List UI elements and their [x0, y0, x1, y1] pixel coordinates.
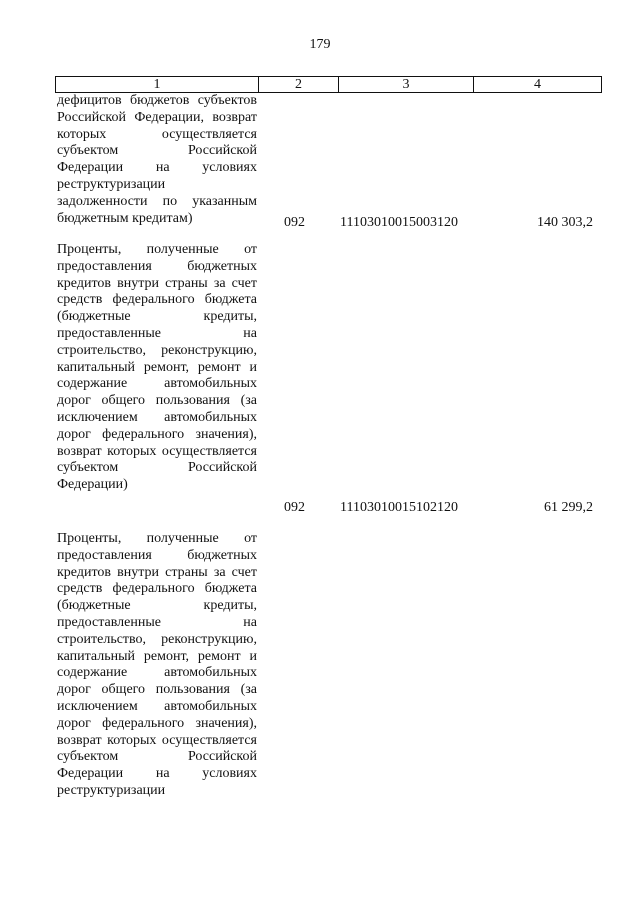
header-col-3: 3 — [339, 77, 474, 93]
header-col-4: 4 — [474, 77, 602, 93]
row-amount: 61 299,2 — [544, 500, 593, 515]
table-header — [55, 76, 602, 93]
row-description: Проценты, полученные от предоставления бюджетных кредитов внутри страны за счет средств федерального бюджета (бюджетные кредиты, предоставленные на строительство, реконструкцию, капитальный ремонт, ремонт и содержание автомобильных дорог общего пользования (за исключением автомобильных дорог федерального значения), возврат которых осуществляется субъектом Российской Федерации) — [57, 242, 257, 493]
page-number: 179 — [309, 37, 331, 52]
row-kbk: 11103010015102120 — [340, 500, 458, 515]
row-amount: 140 303,2 — [537, 215, 593, 230]
header-col-2: 2 — [259, 77, 339, 93]
header-col-1: 1 — [56, 77, 259, 93]
row-kbk: 11103010015003120 — [340, 215, 458, 230]
row-description: Проценты, полученные от предоставления бюджетных кредитов внутри страны за счет средств федерального бюджета (бюджетные кредиты, предоставленные на строительство, реконструкцию, капитальный ремонт, ремонт и содержание автомобильных дорог общего пользования (за исключением автомобильных дорог федерального значения), возврат которых осуществляется субъектом Российской Федерации на условиях реструктуризации — [57, 531, 257, 798]
row-code: 092 — [284, 215, 305, 230]
row-description: дефицитов бюджетов субъектов Российской Федерации, возврат которых осуществляется субъектом Российской Федерации на условиях реструктуризации задолженности по указанным бюджетным кредитам) — [57, 93, 257, 226]
row-code: 092 — [284, 500, 305, 515]
